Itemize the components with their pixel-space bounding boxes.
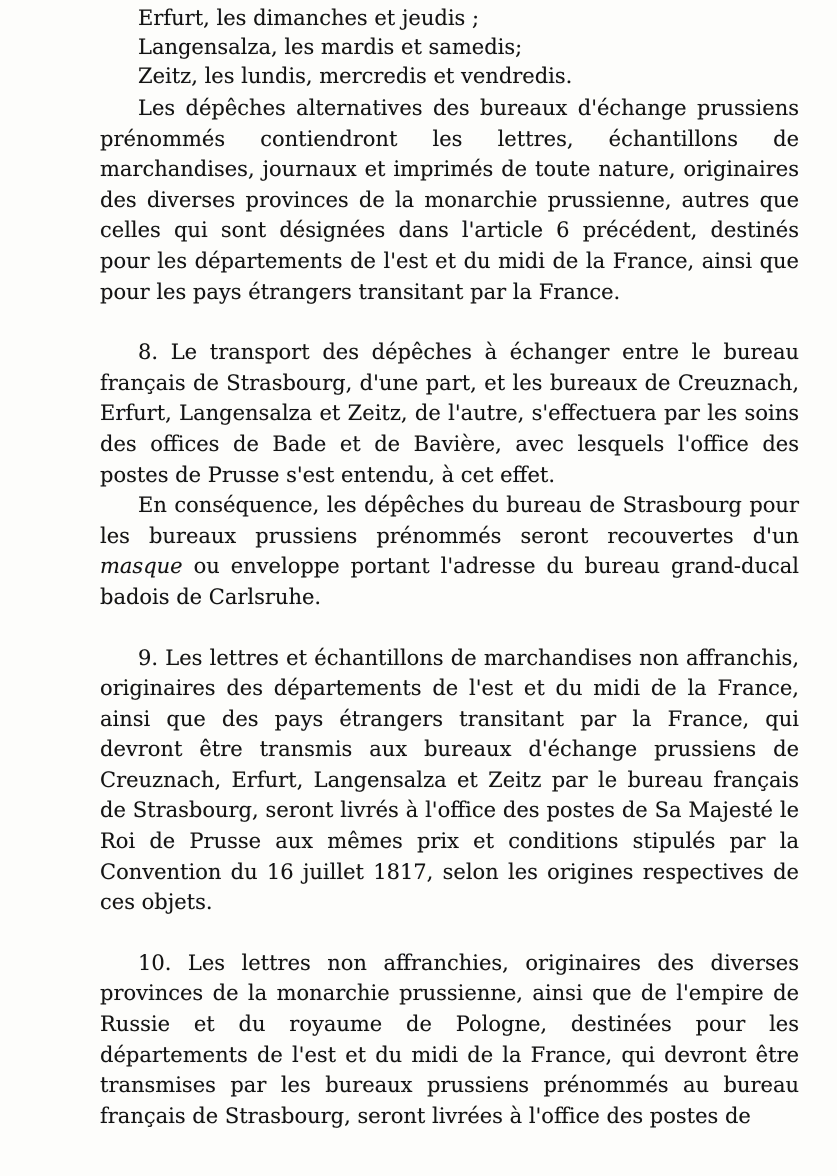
schedule-list <box>138 4 799 91</box>
schedule-line-langensalza: Langensalza, les mardis et samedis; <box>138 35 523 59</box>
schedule-line-zeitz: Zeitz, les lundis, mercredis et vendredis. <box>138 64 573 88</box>
paragraph-en-consequence <box>100 490 799 612</box>
paragraph-en-consequence-text-2: ou enveloppe portant l'adresse du bureau grand-ducal badois de Carlsruhe. <box>100 554 799 609</box>
article-8-paragraph: 8. Le transport des dépêches à échanger entre le bureau français de Strasbourg, d'une part, et les bureaux de Creuznach, Erfurt, Langensalza et Zeitz, de l'autre, s'effectuera par les soins des offices de Bade et de Bavière, avec lesquels l'office des postes de Prusse s'est entendu, à cet effet. <box>100 340 799 487</box>
paragraph-en-consequence-text-1: En conséquence, les dépêches du bureau de Strasbourg pour les bureaux prussiens prénommés seront recouvertes d'un <box>100 493 799 548</box>
masque-italic-word: masque <box>100 554 183 579</box>
schedule-line-erfurt: Erfurt, les dimanches et jeudis ; <box>138 6 480 30</box>
paragraph-depeches-alternatives: Les dépêches alternatives des bureaux d'échange prussiens prénommés contiendront les lettres, échantillons de marchandises, journaux et imprimés de toute nature, originaires des diverses provinces de la monarchie prussienne, autres que celles qui sont désignées dans l'article 6 précédent, destinés pour les départements de l'est et du midi de la France, ainsi que pour les pays étrangers transitant par la France. <box>100 96 799 304</box>
article-10-paragraph: 10. Les lettres non affranchies, originaires des diverses provinces de la monarchie prussienne, ainsi que de l'empire de Russie et du royaume de Pologne, destinées pour les départements de l'est et du midi de la France, qui devront être transmises par les bureaux prussiens prénommés au bureau français de Strasbourg, seront livrées à l'office des postes de <box>100 950 799 1128</box>
article-9-paragraph: 9. Les lettres et échantillons de marchandises non affranchis, originaires des départements de l'est et du midi de la France, ainsi que des pays étrangers transitant par la France, qui devront être transmis aux bureaux d'échange prussiens de Creuznach, Erfurt, Langensalza et Zeitz par le bureau français de Strasbourg, seront livrés à l'office des postes de Sa Majesté le Roi de Prusse aux mêmes prix et conditions stipulés par la Convention du 16 juillet 1817, selon les origines respectives de ces objets. <box>100 645 799 915</box>
